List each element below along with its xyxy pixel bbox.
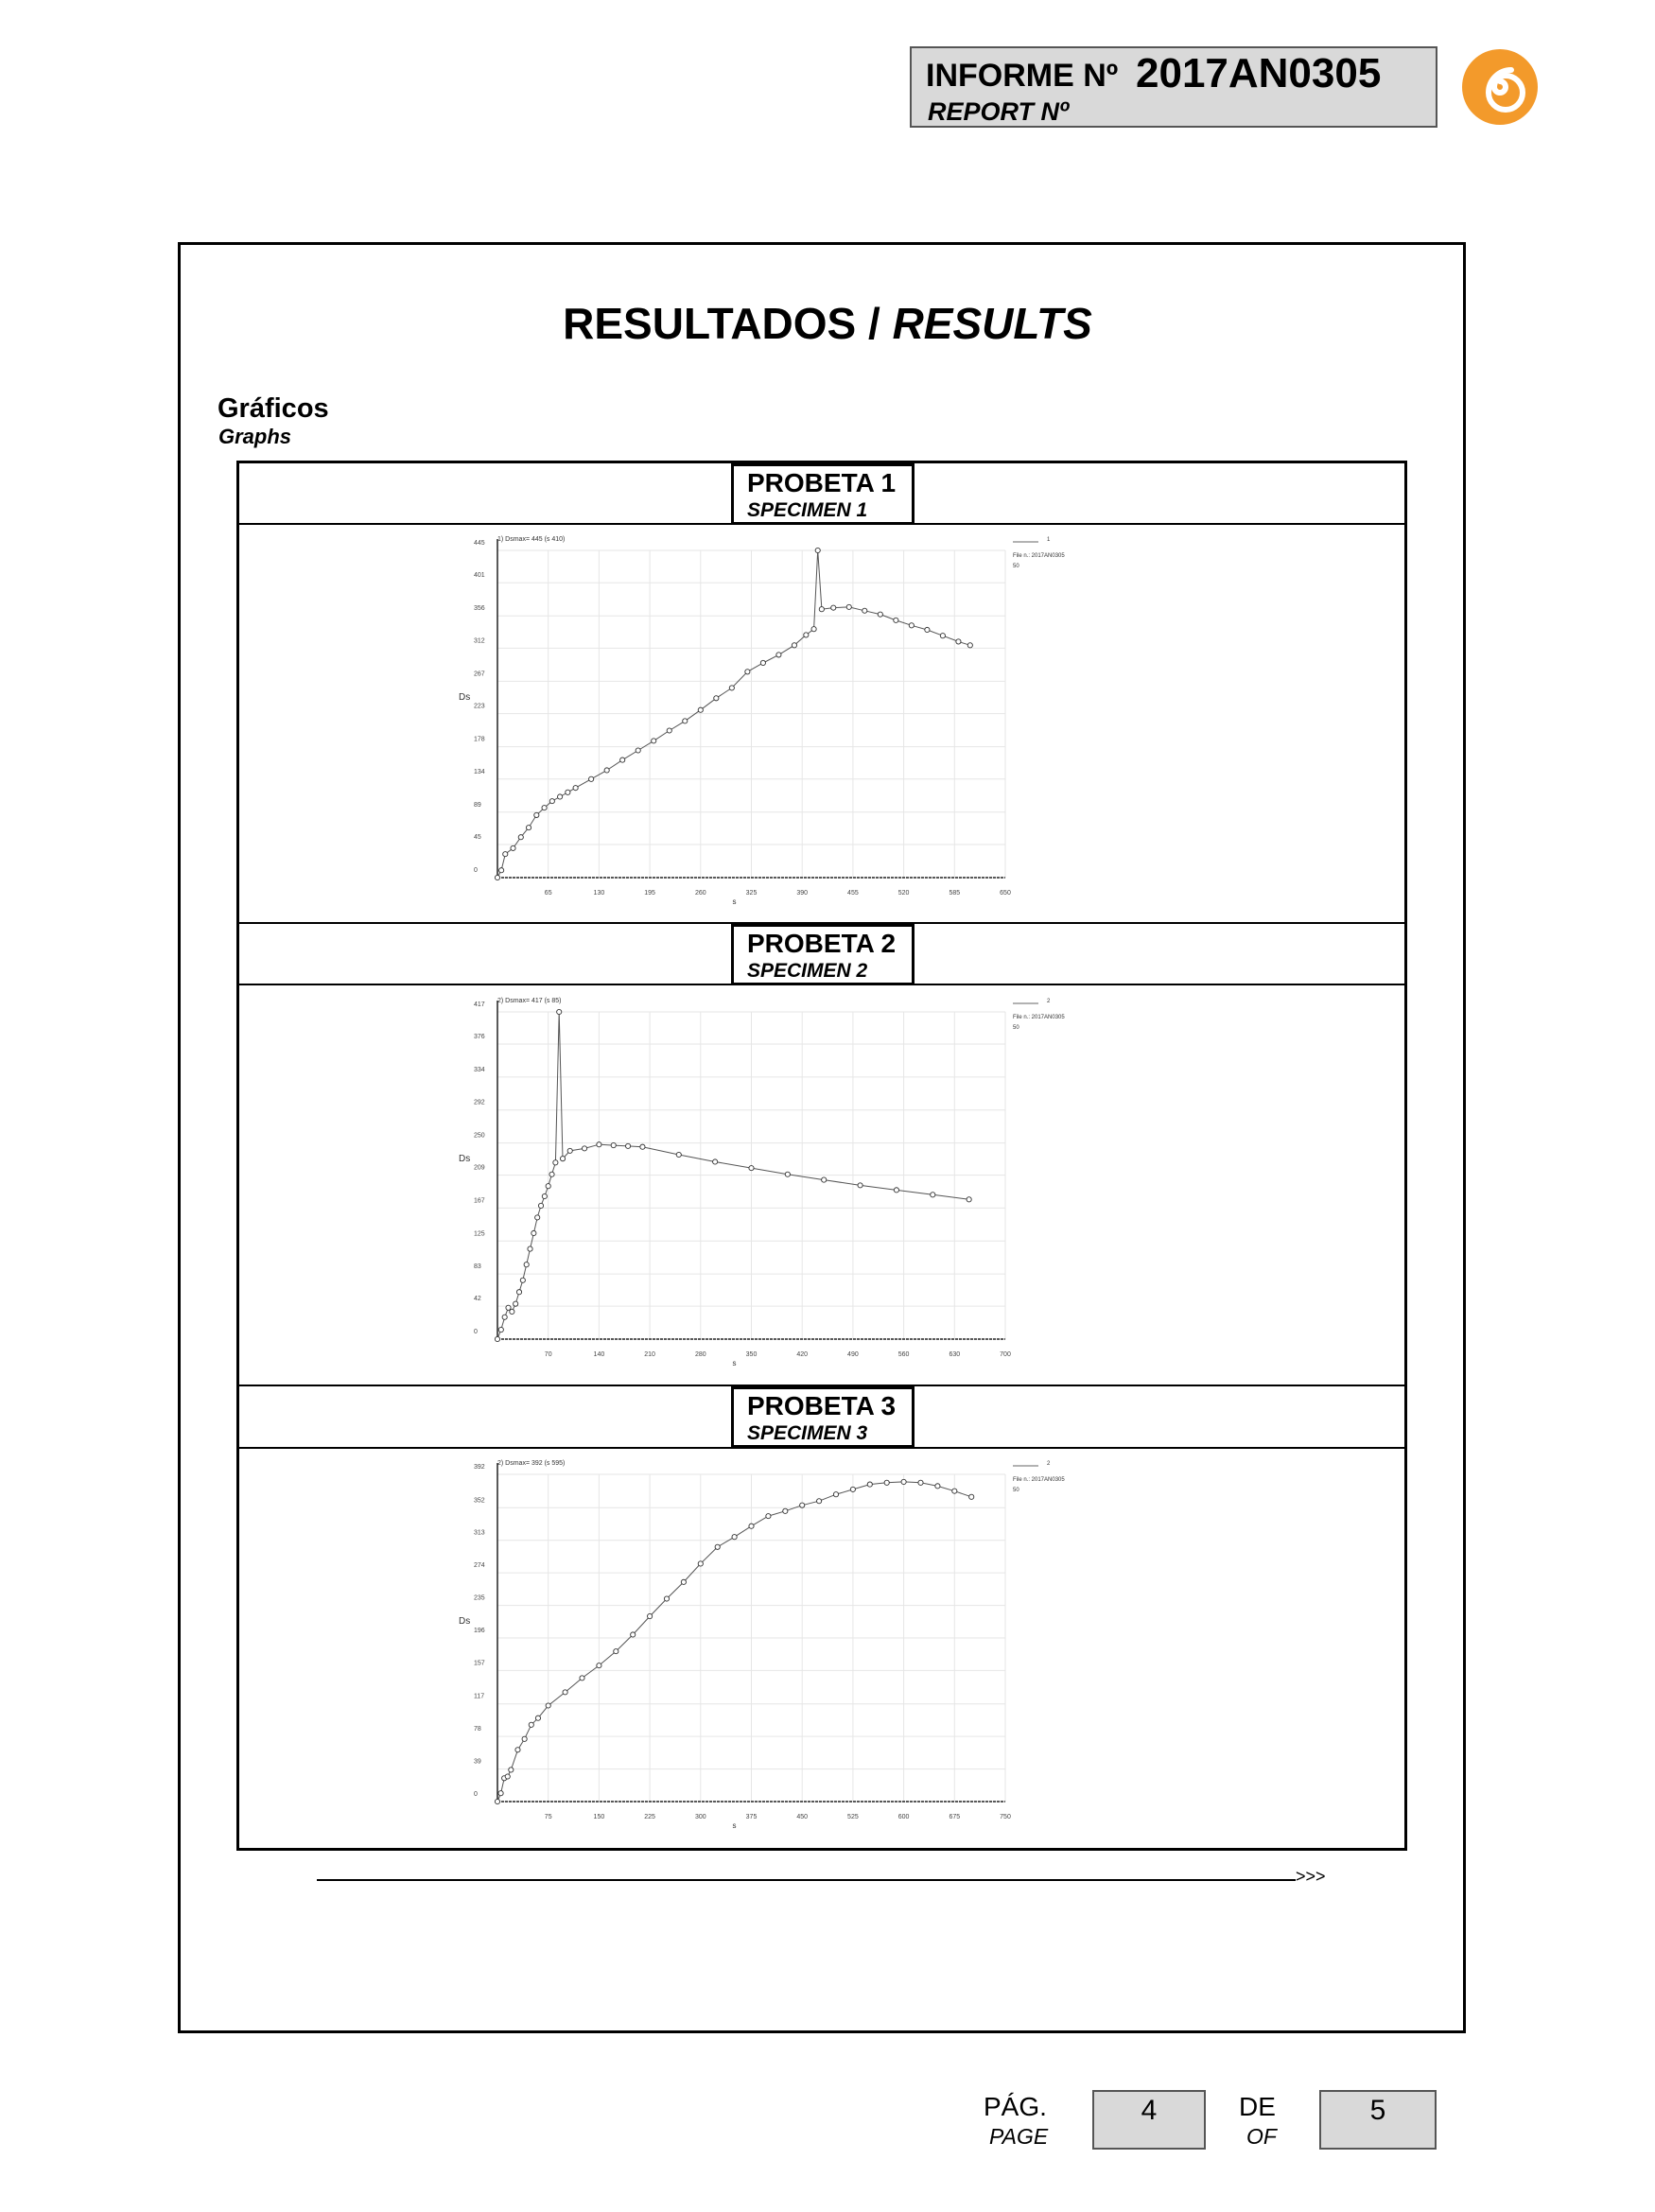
y-tick-label: 209	[474, 1164, 485, 1172]
data-point	[534, 812, 539, 817]
x-tick-label: 325	[745, 890, 758, 897]
chart-caption: 1) Dsmax= 445 (s 410)	[497, 536, 566, 543]
data-point	[776, 653, 781, 657]
data-point	[822, 1177, 827, 1182]
x-tick-label: 280	[694, 1351, 706, 1358]
data-point	[582, 1146, 586, 1151]
data-point	[967, 643, 972, 648]
data-point	[676, 1152, 681, 1157]
data-point	[760, 660, 765, 665]
legend-entry: File n.: 2017AN0305	[1013, 1477, 1065, 1483]
data-point	[804, 633, 809, 637]
data-point	[940, 634, 945, 638]
data-point	[783, 1508, 788, 1513]
data-point	[894, 1188, 898, 1193]
data-point	[515, 1748, 520, 1752]
data-point	[522, 1736, 527, 1741]
data-point	[597, 1142, 601, 1147]
y-tick-label: 392	[474, 1464, 485, 1471]
page-title	[0, 298, 1655, 349]
chart-caption: 2) Dsmax= 417 (s 85)	[497, 998, 562, 1004]
y-tick-label: 250	[474, 1132, 485, 1140]
data-point	[520, 1278, 525, 1282]
series-line	[497, 1482, 971, 1802]
data-point	[749, 1166, 754, 1171]
chart-svg	[447, 1455, 1065, 1834]
y-tick-label: 223	[474, 703, 485, 710]
report-number-box	[910, 46, 1437, 128]
specimen-label: SPECIMEN 2	[747, 960, 868, 982]
data-point	[792, 643, 796, 648]
y-tick-label: 235	[474, 1594, 485, 1602]
data-point	[505, 1774, 510, 1779]
y-tick-label: 83	[474, 1263, 481, 1271]
data-point	[495, 875, 499, 880]
y-tick-label: 117	[474, 1693, 485, 1700]
data-point	[557, 794, 562, 799]
data-point	[542, 1193, 547, 1198]
data-point	[909, 623, 914, 628]
data-point	[511, 845, 515, 850]
y-tick-label: 401	[474, 572, 485, 580]
y-tick-label: 356	[474, 605, 485, 613]
x-tick-label: 130	[593, 890, 605, 897]
y-tick-label: 292	[474, 1099, 485, 1106]
data-point	[766, 1514, 771, 1519]
y-tick-label: 376	[474, 1034, 485, 1041]
data-point	[901, 1479, 906, 1484]
y-tick-label: 45	[474, 834, 481, 842]
data-point	[495, 1799, 499, 1803]
data-point	[648, 1613, 653, 1618]
legend-entry: 2	[1047, 999, 1051, 1004]
data-point	[502, 1315, 507, 1319]
legend-entry: 50	[1013, 1488, 1019, 1493]
title-main: RESULTADOS /	[563, 299, 893, 348]
section-title: Gráficos	[218, 393, 329, 424]
data-point	[714, 696, 719, 701]
data-point	[499, 868, 504, 873]
legend-entry: 2	[1047, 1461, 1051, 1467]
data-point	[698, 1561, 703, 1566]
y-tick-label: 125	[474, 1230, 485, 1238]
data-point	[862, 608, 867, 613]
data-point	[811, 627, 816, 632]
data-point	[967, 1197, 971, 1202]
specimen-2-label	[731, 924, 915, 985]
data-point	[749, 1524, 754, 1528]
data-point	[566, 790, 570, 794]
data-point	[529, 1722, 533, 1727]
data-point	[542, 806, 547, 810]
y-axis-label: Ds	[459, 1154, 471, 1164]
x-tick-label: 350	[745, 1351, 758, 1358]
x-tick-label: 675	[949, 1814, 961, 1820]
x-tick-label: 75	[544, 1814, 552, 1820]
y-tick-label: 157	[474, 1660, 485, 1667]
y-tick-label: 167	[474, 1197, 485, 1205]
spiral-logo-icon	[1456, 47, 1543, 127]
x-tick-label: 455	[847, 890, 859, 897]
specimen-label: SPECIMEN 3	[747, 1422, 868, 1444]
data-point	[604, 768, 609, 773]
y-tick-label: 274	[474, 1562, 485, 1570]
data-point	[815, 548, 820, 552]
data-point	[563, 1690, 567, 1695]
x-tick-label: 390	[796, 890, 809, 897]
data-point	[631, 1632, 636, 1637]
legend-entry: 1	[1047, 537, 1051, 543]
x-tick-label: 260	[694, 890, 706, 897]
informe-label: INFORME Nº	[926, 58, 1119, 94]
data-point	[858, 1183, 862, 1188]
chart-specimen-3	[447, 1455, 1065, 1834]
data-point	[546, 1184, 550, 1189]
continuation-line	[317, 1879, 1296, 1881]
data-point	[956, 639, 961, 644]
data-point	[614, 1649, 618, 1654]
x-tick-label: 520	[897, 890, 910, 897]
y-tick-label: 196	[474, 1628, 485, 1634]
data-point	[819, 607, 824, 612]
probeta-label: PROBETA 1	[747, 468, 897, 497]
data-point	[715, 1544, 720, 1549]
data-point	[800, 1503, 805, 1507]
data-point	[667, 728, 671, 733]
of-label: DE	[1239, 2092, 1276, 2121]
data-point	[549, 1172, 554, 1176]
x-tick-label: 375	[745, 1814, 758, 1820]
specimen-3-label	[731, 1386, 915, 1448]
data-point	[925, 627, 930, 632]
data-point	[652, 739, 656, 743]
data-point	[931, 1193, 935, 1197]
probeta-label: PROBETA 2	[747, 929, 897, 958]
data-point	[560, 1157, 565, 1161]
data-point	[546, 1703, 550, 1708]
data-point	[526, 826, 531, 830]
y-tick-label: 178	[474, 736, 485, 743]
data-point	[952, 1489, 957, 1493]
y-tick-label: 445	[474, 540, 485, 547]
y-tick-label: 267	[474, 671, 485, 678]
data-point	[867, 1482, 872, 1487]
x-tick-label: 210	[644, 1351, 655, 1358]
data-point	[514, 1301, 518, 1306]
data-point	[495, 1336, 499, 1341]
chart-specimen-2	[447, 993, 1065, 1371]
data-point	[535, 1215, 540, 1220]
data-point	[698, 707, 703, 712]
data-point	[557, 1009, 562, 1014]
y-tick-label: 0	[474, 867, 478, 874]
specimen-label: SPECIMEN 1	[747, 499, 868, 521]
y-tick-label: 417	[474, 1001, 485, 1008]
x-tick-label: 300	[694, 1814, 706, 1820]
data-point	[506, 1305, 511, 1310]
page-label-en: PAGE	[989, 2124, 1049, 2149]
y-tick-label: 89	[474, 801, 481, 809]
data-point	[846, 604, 851, 609]
data-point	[745, 670, 750, 674]
data-point	[553, 1160, 558, 1165]
legend-entry: 50	[1013, 1025, 1019, 1031]
title-italic: RESULTS	[892, 299, 1092, 348]
data-point	[664, 1596, 669, 1601]
x-tick-label: 525	[847, 1814, 859, 1820]
x-tick-label: 650	[1000, 890, 1011, 897]
specimen-1-label	[731, 463, 915, 525]
data-point	[850, 1487, 855, 1491]
x-tick-label: 490	[847, 1351, 859, 1358]
data-point	[510, 1309, 514, 1314]
data-point	[636, 748, 640, 753]
y-tick-label: 0	[474, 1329, 478, 1335]
x-tick-label: 450	[796, 1814, 809, 1820]
y-tick-label: 39	[474, 1758, 481, 1766]
y-tick-label: 42	[474, 1296, 481, 1303]
data-point	[538, 1203, 543, 1208]
y-tick-label: 313	[474, 1529, 485, 1537]
data-point	[611, 1142, 616, 1147]
data-point	[785, 1172, 790, 1176]
report-label: REPORT Nº	[928, 97, 1069, 126]
data-point	[620, 758, 625, 762]
x-tick-label: 560	[897, 1351, 910, 1358]
data-point	[589, 776, 594, 781]
data-point	[918, 1480, 923, 1485]
continuation-arrows: >>>	[1296, 1867, 1326, 1886]
x-axis-label: s	[732, 1359, 737, 1367]
data-point	[884, 1480, 889, 1485]
data-point	[498, 1791, 503, 1796]
data-point	[683, 719, 688, 723]
chart-svg	[447, 531, 1065, 910]
y-axis-label: Ds	[459, 692, 471, 703]
data-point	[817, 1499, 822, 1504]
x-tick-label: 140	[593, 1351, 605, 1358]
report-number: 2017AN0305	[1136, 50, 1382, 96]
x-tick-label: 750	[1000, 1814, 1011, 1820]
x-tick-label: 70	[544, 1351, 552, 1358]
y-tick-label: 78	[474, 1726, 481, 1733]
probeta-label: PROBETA 3	[747, 1391, 897, 1420]
data-point	[573, 786, 578, 791]
data-point	[498, 1327, 503, 1332]
x-tick-label: 195	[644, 890, 655, 897]
data-point	[831, 605, 836, 610]
y-tick-label: 134	[474, 768, 485, 775]
chart-svg	[447, 993, 1065, 1371]
data-point	[528, 1246, 532, 1251]
y-tick-label: 0	[474, 1791, 478, 1798]
x-tick-label: 225	[644, 1814, 655, 1820]
legend-entry: File n.: 2017AN0305	[1013, 553, 1065, 559]
data-point	[535, 1716, 540, 1720]
data-point	[833, 1492, 838, 1497]
graphs-table	[236, 461, 1407, 1851]
x-tick-label: 600	[897, 1814, 910, 1820]
data-point	[878, 612, 882, 617]
data-point	[713, 1159, 718, 1164]
data-point	[549, 799, 554, 804]
data-point	[969, 1494, 974, 1499]
x-tick-label: 150	[593, 1814, 605, 1820]
data-point	[516, 1290, 521, 1295]
data-point	[640, 1144, 645, 1149]
data-point	[503, 852, 508, 857]
data-point	[580, 1676, 584, 1681]
of-label-en: OF	[1246, 2124, 1277, 2149]
section-subtitle: Graphs	[218, 425, 292, 448]
data-point	[531, 1230, 536, 1235]
total-pages: 5	[1319, 2090, 1437, 2150]
data-point	[518, 835, 523, 840]
data-point	[935, 1484, 940, 1489]
y-tick-label: 334	[474, 1066, 485, 1073]
x-tick-label: 630	[949, 1351, 961, 1358]
data-point	[894, 618, 898, 622]
x-tick-label: 65	[544, 890, 552, 897]
x-tick-label: 585	[949, 890, 961, 897]
data-point	[625, 1143, 630, 1148]
legend-entry: File n.: 2017AN0305	[1013, 1015, 1065, 1020]
data-point	[509, 1768, 514, 1772]
data-point	[597, 1663, 601, 1668]
y-tick-label: 312	[474, 637, 485, 645]
data-point	[729, 686, 734, 690]
y-axis-label: Ds	[459, 1616, 471, 1627]
x-tick-label: 420	[796, 1351, 809, 1358]
y-tick-label: 352	[474, 1497, 485, 1505]
page-number: 4	[1092, 2090, 1206, 2150]
data-point	[524, 1263, 529, 1267]
legend-entry: 50	[1013, 564, 1019, 569]
data-point	[681, 1579, 686, 1584]
chart-caption: 2) Dsmax= 392 (s 595)	[497, 1460, 566, 1467]
data-point	[567, 1148, 572, 1153]
chart-specimen-1	[447, 531, 1065, 910]
data-point	[732, 1535, 737, 1540]
x-axis-label: s	[732, 897, 737, 906]
page-label: PÁG.	[984, 2092, 1047, 2121]
x-tick-label: 700	[1000, 1351, 1011, 1358]
x-axis-label: s	[732, 1821, 737, 1830]
